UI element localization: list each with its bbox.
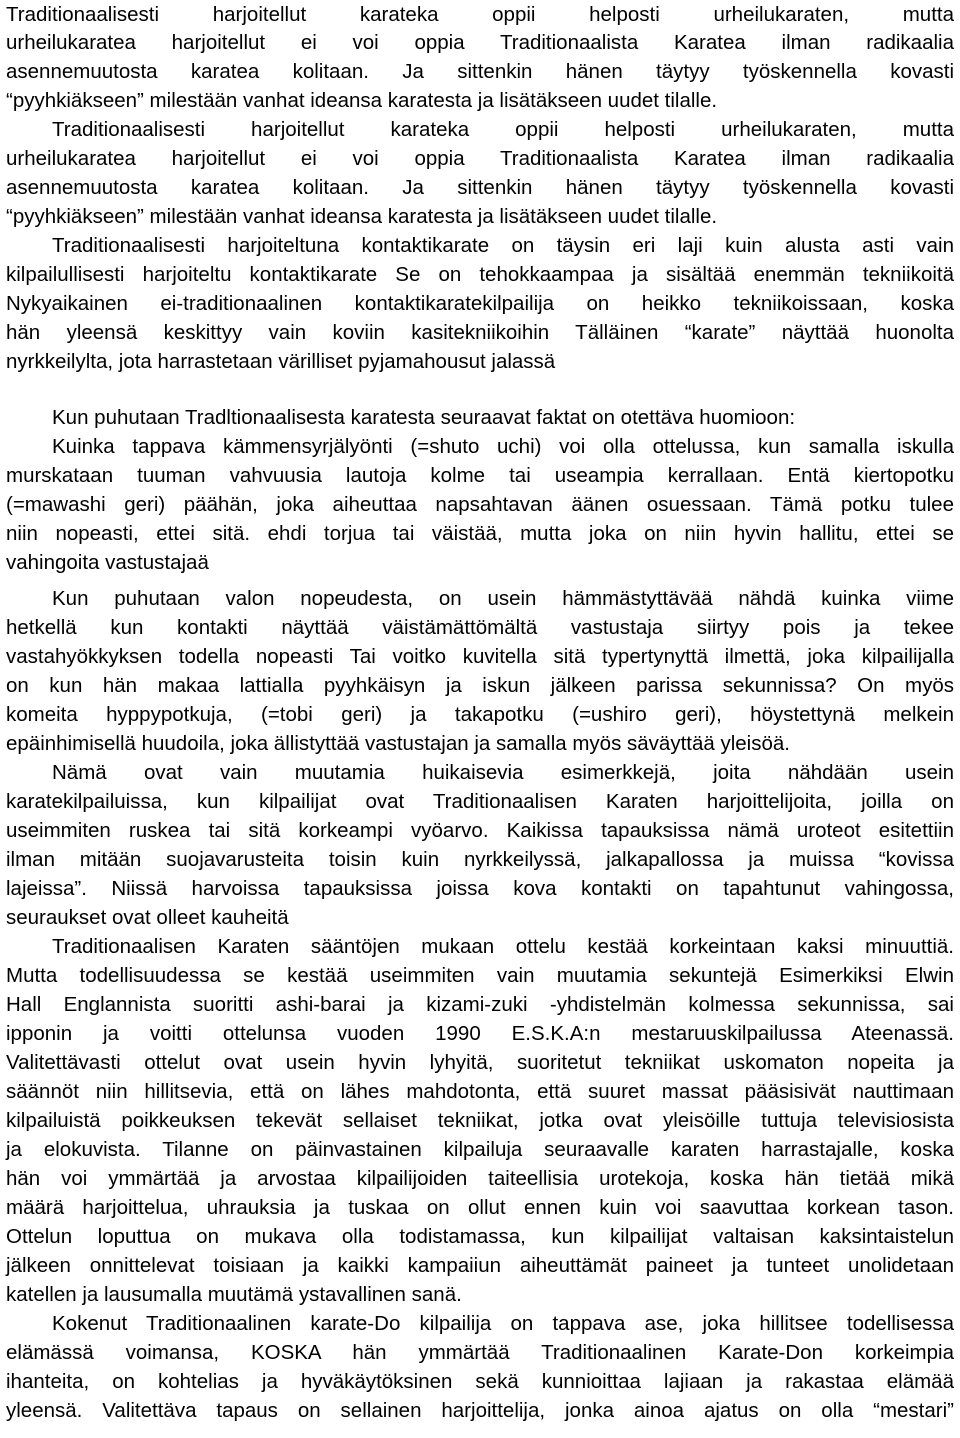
text-line: karatekilpailuissa, kun kilpailijat ovat Traditionaalisen Karaten harjoittelijoita, joilla on	[6, 790, 954, 813]
text-line: Kun puhutaan Tradltionaalisesta karatesta seuraavat faktat on otettäva huomioon:	[52, 406, 796, 429]
text-line: ihanteita, on kohtelias ja hyväkäytöksinen sekä kunnioittaa lajiaan ja rakastaa elämää	[6, 1370, 954, 1393]
text-line: Traditionaalisen Karaten sääntöjen mukaan ottelu kestää korkeintaan kaksi minuuttiä.	[52, 935, 954, 958]
text-line: lajeissa”. Niissä harvoissa tapauksissa joissa kova kontakti on tapahtunut vahingossa,	[6, 877, 954, 900]
text-line: ipponin ja voitti ottelunsa vuoden 1990 E.S.K.A:n mestaruuskilpailussa Ateenassä.	[6, 1022, 954, 1045]
text-line: Nykyaikainen ei-traditionaalinen kontaktikaratekilpailija on heikko tekniikoissaan, koska	[6, 292, 954, 315]
text-line: nyrkkeilylta, jota harrastetaan värilliset pyjamahousut jalassä	[6, 350, 556, 373]
text-line: vahingoita vastustajaä	[6, 551, 209, 574]
text-line: useimmiten ruskea tai sitä korkeampi vyöarvo. Kaikissa tapauksissa nämä uroteot esitettiin	[6, 819, 954, 842]
text-line: “pyyhkiäkseen” milestään vanhat ideansa karatesta ja lisätäkseen uudet tilalle.	[6, 205, 718, 228]
text-line: Kuinka tappava kämmensyrjälyönti (=shuto uchi) voi olla ottelussa, kun samalla iskulla	[52, 435, 954, 458]
text-line: Traditionaalisesti harjoiteltuna kontaktikarate on täysin eri laji kuin alusta asti vain	[52, 234, 954, 257]
text-line: Kokenut Traditionaalinen karate-Do kilpailija on tappava ase, joka hillitsee todellisessa	[52, 1312, 954, 1335]
text-line: ilman mitään suojavarusteita toisin kuin nyrkkeilyssä, jalkapallossa ja muissa “kovissa	[6, 848, 954, 871]
text-line: hetkellä kun kontakti näyttää väistämättömältä vastustaja siirtyy pois ja tekee	[6, 616, 954, 639]
text-line: kilpailullisesti harjoiteltu kontaktikarate Se on tehokkaampaa ja sisältää enemmän tekniikoitä	[6, 263, 954, 286]
text-line: urheilukaratea harjoitellut ei voi oppia Traditionaalista Karatea ilman radikaalia	[6, 31, 954, 54]
text-line: jälkeen onnittelevat toisiaan ja kaikki kampaiiun aiheuttämät paineet ja tunteet unolidetaan	[6, 1254, 954, 1277]
text-line: Traditionaalisesti harjoitellut karateka oppii helposti urheilukaraten, mutta	[52, 118, 954, 141]
text-line: on kun hän makaa lattialla pyyhkäisyn ja iskun jälkeen parissa sekunnissa? On myös	[6, 674, 954, 697]
text-line: asennemuutosta karatea kolitaan. Ja sittenkin hänen täytyy työskennella kovasti	[6, 176, 954, 199]
text-line: Traditionaalisesti harjoitellut karateka oppii helposti urheilukaraten, mutta	[6, 3, 954, 26]
text-line: asennemuutosta karatea kolitaan. Ja sittenkin hänen täytyy työskennella kovasti	[6, 60, 954, 83]
text-line: urheilukaratea harjoitellut ei voi oppia Traditionaalista Karatea ilman radikaalia	[6, 147, 954, 170]
text-line: hän voi ymmärtää ja arvostaa kilpailijoiden taiteellisia urotekoja, koska hän tietää mikä	[6, 1167, 954, 1190]
text-line: Nämä ovat vain muutamia huikaisevia esimerkkejä, joita nähdään usein	[52, 761, 954, 784]
text-line: seuraukset ovat olleet kauheitä	[6, 906, 289, 929]
text-line: katellen ja lausumalla muutämä ystavallinen sanä.	[6, 1283, 462, 1306]
text-line: Ottelun loputtua on mukava olla todistamassa, kun kilpailijat valtaisan kaksintaistelun	[6, 1225, 954, 1248]
text-line: Valitettävasti ottelut ovat usein hyvin lyhyitä, suoritetut tekniikat uskomaton nopeita ja	[6, 1051, 954, 1074]
text-line: niin nopeasti, ettei sitä. ehdi torjua tai väistää, mutta joka on niin hyvin hallitu, ettei se	[6, 522, 954, 545]
text-line: määrä harjoittelua, uhrauksia ja tuskaa on ollut ennen kuin voi saavuttaa korkean tason.	[6, 1196, 954, 1219]
text-line: komeita hyppypotkuja, (=tobi geri) ja takapotku (=ushiro geri), höystettynä melkein	[6, 703, 954, 726]
text-line: “pyyhkiäkseen” milestään vanhat ideansa karatesta ja lisätäkseen uudet tilalle.	[6, 89, 718, 112]
text-line: Mutta todellisuudessa se kestää useimmiten vain muutamia sekuntejä Esimerkiksi Elwin	[6, 964, 954, 987]
text-line: Kun puhutaan valon nopeudesta, on usein hämmästyttävää nähdä kuinka viime	[52, 587, 954, 610]
text-line: säännöt niin hillitsevia, että on lähes mahdotonta, että suuret massat pääsisivät nauttimaan	[6, 1080, 954, 1103]
text-line: vastahyökkyksen todella nopeasti Tai voitko kuvitella sitä typertynyttä ilmettä, joka kilpailijalla	[6, 645, 954, 668]
text-line: elämässä voimansa, KOSKA hän ymmärtää Traditionaalinen Karate-Don korkeimpia	[6, 1341, 954, 1364]
text-line: ja elokuvista. Tilanne on päinvastainen kilpailuja seuraavalle karaten harrastajalle, koska	[6, 1138, 954, 1161]
text-line: yleensä. Valitettäva tapaus on sellainen harjoittelija, jonka ainoa ajatus on olla “mestari”	[6, 1399, 954, 1422]
text-line: (=mawashi geri) päähän, joka aiheuttaa napsahtavan äänen osuessaan. Tämä potku tulee	[6, 493, 954, 516]
text-line: Hall Englannista suoritti ashi-barai ja kizami-zuki -yhdistelmän kolmessa sekunnissa, sai	[6, 993, 954, 1016]
text-line: kilpailuistä poikkeuksen tekevät sellaiset tekniikat, jotka ovat yleisöille tuttuja televisiosista	[6, 1109, 954, 1132]
text-line: murskataan tuuman vahvuusia lautoja kolme tai useampia kerrallaan. Entä kiertopotku	[6, 464, 954, 487]
text-line: hän yleensä keskittyy vain koviin kasitekniikoihin Tälläinen “karate” näyttää huonolta	[6, 321, 954, 344]
text-line: epäinhimisellä huudoila, joka ällistyttää vastustajan ja samalla myös säväyttää yleisöä.	[6, 732, 790, 755]
